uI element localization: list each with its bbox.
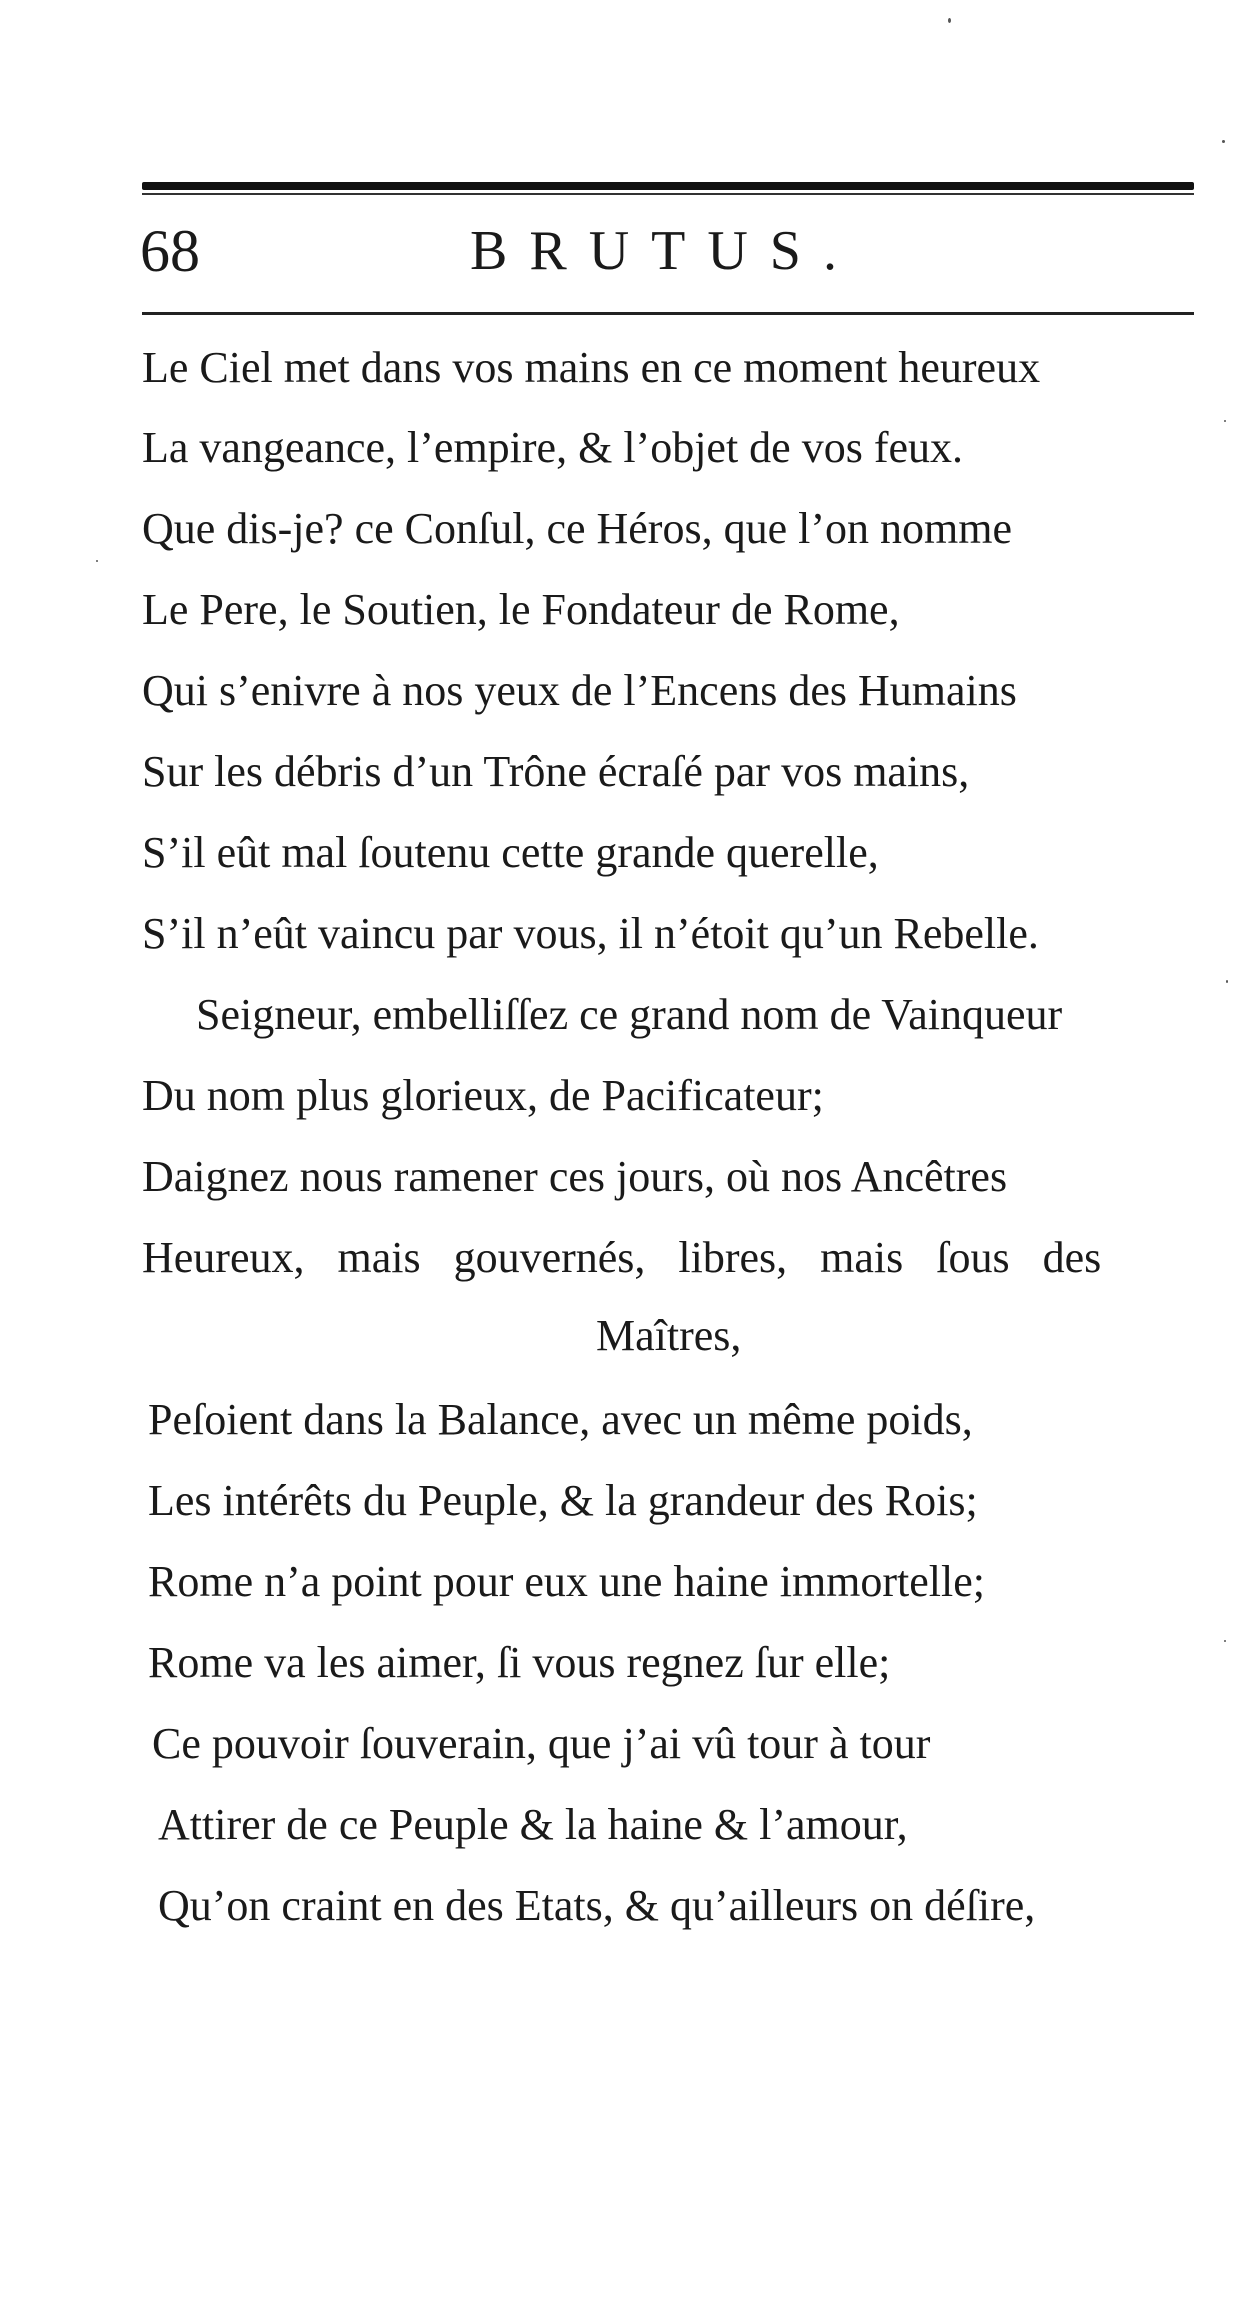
verse-line: Sur les débris d’un Trône écraſé par vos mains, <box>142 747 970 796</box>
paper-speck <box>1224 1640 1226 1642</box>
paper-speck <box>1226 980 1228 983</box>
verse-line: Qu’on craint en des Etats, & qu’ailleurs on déſire, <box>158 1881 1036 1930</box>
verse-line: Les intérêts du Peuple, & la grandeur des Rois; <box>148 1476 978 1525</box>
header-rule-thin <box>142 193 1194 195</box>
verse-line: Le Pere, le Soutien, le Fondateur de Rome, <box>142 585 900 634</box>
verse-line: Rome n’a point pour eux une haine immortelle; <box>148 1557 986 1606</box>
verse-line: S’il n’eût vaincu par vous, il n’étoit qu’un Rebelle. <box>142 909 1039 958</box>
paper-speck <box>948 18 951 23</box>
verse-line: La vangeance, l’empire, & l’objet de vos feux. <box>142 423 964 472</box>
header-rule-thick <box>142 182 1194 190</box>
verse-line: Du nom plus glorieux, de Pacificateur; <box>142 1071 824 1120</box>
verse-line: Que dis-je? ce Conſul, ce Héros, que l’on nomme <box>142 504 1012 553</box>
verse-line: Rome va les aimer, ſi vous regnez ſur elle; <box>148 1638 891 1687</box>
header-rule-bottom <box>142 312 1194 315</box>
paper-speck <box>1224 420 1226 422</box>
verse-line-turnover: Maîtres, <box>596 1311 742 1360</box>
verse-line: Heureux, mais gouvernés, libres, mais ſous des <box>142 1233 1102 1282</box>
verse-line: Ce pouvoir ſouverain, que j’ai vû tour à tour <box>152 1719 931 1768</box>
verse-line: Peſoient dans la Balance, avec un même poids, <box>148 1395 973 1444</box>
verse-line: Daignez nous ramener ces jours, où nos Ancêtres <box>142 1152 1008 1201</box>
verse-line: Seigneur, embelliſſez ce grand nom de Vainqueur <box>196 990 1063 1039</box>
verse-line: Attirer de ce Peuple & la haine & l’amour, <box>158 1800 908 1849</box>
running-title: BRUTUS. <box>470 220 859 282</box>
paper-speck <box>96 560 98 562</box>
verse-line: Qui s’enivre à nos yeux de l’Encens des Humains <box>142 666 1017 715</box>
page-number: 68 <box>140 218 200 284</box>
page-header <box>140 206 1200 296</box>
paper-speck <box>1222 140 1225 143</box>
verse-line: Le Ciel met dans vos mains en ce moment heureux <box>142 343 1041 392</box>
verse-line: S’il eût mal ſoutenu cette grande querelle, <box>142 828 879 877</box>
